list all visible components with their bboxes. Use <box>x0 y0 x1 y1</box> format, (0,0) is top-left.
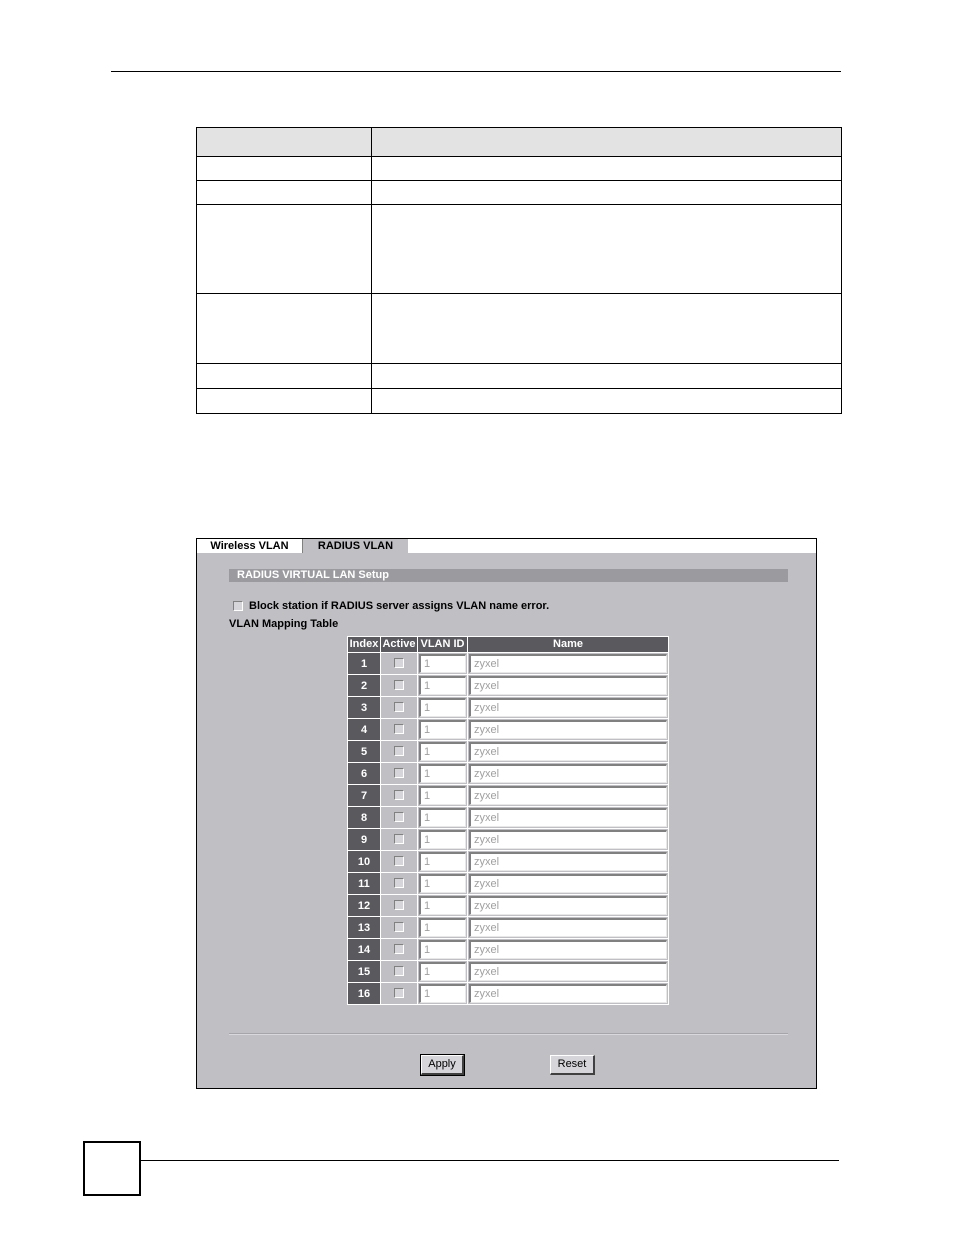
vlan-id-input[interactable]: 1 <box>419 720 466 739</box>
table-row <box>348 939 668 960</box>
vlan-name-input[interactable]: zyxel <box>469 918 667 937</box>
table-row <box>348 653 668 674</box>
row-index: 7 <box>348 785 380 806</box>
vlan-id-input[interactable]: 1 <box>419 808 466 827</box>
vlan-id-input[interactable]: 1 <box>419 962 466 981</box>
row-index: 1 <box>348 653 380 674</box>
doc-table-row <box>197 389 842 414</box>
page-number-box <box>83 1141 141 1196</box>
vlan-name-input[interactable]: zyxel <box>469 940 667 959</box>
column-header-active: Active <box>382 638 416 650</box>
vlan-id-input[interactable]: 1 <box>419 918 466 937</box>
doc-table-row <box>197 157 842 181</box>
tab-bar <box>197 539 816 553</box>
vlan-name-input[interactable]: zyxel <box>469 830 667 849</box>
tab-wireless-vlan[interactable]: Wireless VLAN <box>197 539 303 553</box>
vlan-name-input[interactable]: zyxel <box>469 984 667 1003</box>
table-row <box>348 961 668 982</box>
apply-button[interactable]: Apply <box>421 1055 464 1075</box>
row-active-checkbox[interactable] <box>394 878 404 888</box>
row-index: 8 <box>348 807 380 828</box>
vlan-name-input[interactable]: zyxel <box>469 742 667 761</box>
divider <box>229 1033 788 1035</box>
block-station-label: Block station if RADIUS server assigns VLAN name error. <box>249 600 550 612</box>
vlan-id-input[interactable]: 1 <box>419 984 466 1003</box>
mapping-table-body <box>348 653 668 1004</box>
table-row <box>348 807 668 828</box>
row-active-checkbox[interactable] <box>394 746 404 756</box>
block-station-checkbox[interactable] <box>233 601 243 611</box>
row-index: 10 <box>348 851 380 872</box>
vlan-mapping-table <box>347 636 669 1005</box>
row-active-checkbox[interactable] <box>394 702 404 712</box>
vlan-id-input[interactable]: 1 <box>419 896 466 915</box>
row-index: 9 <box>348 829 380 850</box>
table-row <box>348 697 668 718</box>
vlan-name-input[interactable]: zyxel <box>469 764 667 783</box>
vlan-id-input[interactable]: 1 <box>419 852 466 871</box>
table-row <box>348 829 668 850</box>
row-index: 16 <box>348 983 380 1004</box>
row-index: 14 <box>348 939 380 960</box>
vlan-id-input[interactable]: 1 <box>419 874 466 893</box>
row-active-checkbox[interactable] <box>394 966 404 976</box>
row-active-checkbox[interactable] <box>394 944 404 954</box>
row-active-checkbox[interactable] <box>394 922 404 932</box>
vlan-name-input[interactable]: zyxel <box>469 698 667 717</box>
vlan-name-input[interactable]: zyxel <box>469 852 667 871</box>
block-station-option <box>233 599 549 613</box>
column-header-vlan-id: VLAN ID <box>418 637 467 652</box>
table-row <box>348 785 668 806</box>
table-row <box>348 675 668 696</box>
row-index: 6 <box>348 763 380 784</box>
row-active-checkbox[interactable] <box>394 680 404 690</box>
document-table <box>196 127 842 414</box>
vlan-id-input[interactable]: 1 <box>419 742 466 761</box>
row-index: 3 <box>348 697 380 718</box>
vlan-id-input[interactable]: 1 <box>419 654 466 673</box>
radius-vlan-screen <box>196 538 817 1089</box>
doc-table-row <box>197 294 842 364</box>
mapping-header-row <box>348 637 668 652</box>
row-index: 13 <box>348 917 380 938</box>
row-active-checkbox[interactable] <box>394 900 404 910</box>
row-active-checkbox[interactable] <box>394 988 404 998</box>
row-active-checkbox[interactable] <box>394 790 404 800</box>
table-row <box>348 763 668 784</box>
column-header-index: Index <box>349 638 379 650</box>
vlan-name-input[interactable]: zyxel <box>469 808 667 827</box>
vlan-id-input[interactable]: 1 <box>419 698 466 717</box>
doc-table-header-row <box>197 128 842 157</box>
vlan-name-input[interactable]: zyxel <box>469 896 667 915</box>
table-row <box>348 851 668 872</box>
section-title: RADIUS VIRTUAL LAN Setup <box>229 569 788 582</box>
reset-button[interactable]: Reset <box>550 1055 595 1075</box>
row-index: 4 <box>348 719 380 740</box>
vlan-id-input[interactable]: 1 <box>419 676 466 695</box>
vlan-id-input[interactable]: 1 <box>419 786 466 805</box>
header-rule <box>111 71 841 72</box>
vlan-name-input[interactable]: zyxel <box>469 720 667 739</box>
row-index: 2 <box>348 675 380 696</box>
vlan-name-input[interactable]: zyxel <box>469 786 667 805</box>
vlan-name-input[interactable]: zyxel <box>469 874 667 893</box>
row-index: 11 <box>348 873 380 894</box>
doc-table-row <box>197 205 842 294</box>
row-active-checkbox[interactable] <box>394 768 404 778</box>
vlan-id-input[interactable]: 1 <box>419 764 466 783</box>
vlan-id-input[interactable]: 1 <box>419 830 466 849</box>
vlan-name-input[interactable]: zyxel <box>469 676 667 695</box>
tab-radius-vlan[interactable]: RADIUS VLAN <box>303 539 408 553</box>
row-active-checkbox[interactable] <box>394 724 404 734</box>
column-header-name: Name <box>468 637 668 652</box>
vlan-id-input[interactable]: 1 <box>419 940 466 959</box>
row-index: 15 <box>348 961 380 982</box>
mapping-table-title: VLAN Mapping Table <box>229 618 339 630</box>
row-active-checkbox[interactable] <box>394 812 404 822</box>
doc-table-row <box>197 181 842 205</box>
table-row <box>348 741 668 762</box>
table-row <box>348 873 668 894</box>
row-active-checkbox[interactable] <box>394 658 404 668</box>
row-index: 12 <box>348 895 380 916</box>
table-row <box>348 917 668 938</box>
row-index: 5 <box>348 741 380 762</box>
doc-table-row <box>197 364 842 389</box>
table-row <box>348 895 668 916</box>
table-row <box>348 719 668 740</box>
row-active-checkbox[interactable] <box>394 834 404 844</box>
table-row <box>348 983 668 1004</box>
row-active-checkbox[interactable] <box>394 856 404 866</box>
vlan-name-input[interactable]: zyxel <box>469 654 667 673</box>
vlan-name-input[interactable]: zyxel <box>469 962 667 981</box>
footer-rule <box>140 1160 839 1161</box>
